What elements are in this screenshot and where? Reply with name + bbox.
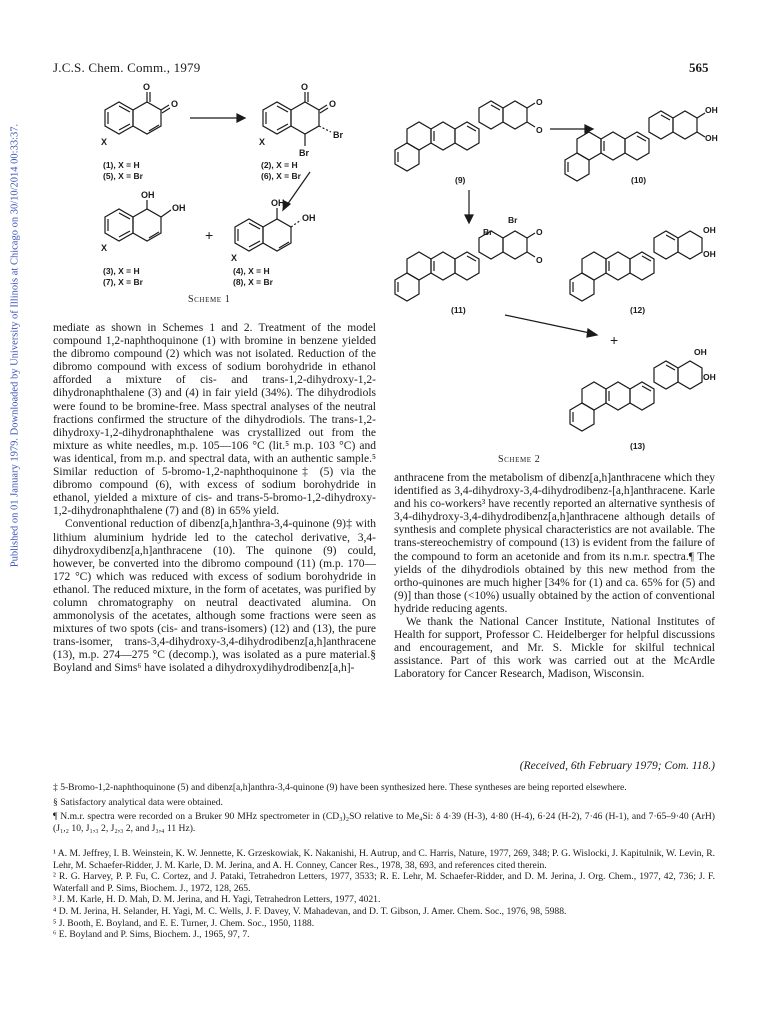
- substituent-x-label: X: [259, 137, 266, 147]
- left-text-column: [53, 322, 376, 676]
- trans-dihydrodiol-13-structure: [570, 361, 702, 431]
- hydroxyl-label: OH: [705, 105, 718, 115]
- oxygen-label: O: [171, 99, 179, 109]
- footnote: § Satisfactory analytical data were obtained.: [53, 796, 223, 808]
- dibromo-compound-2-structure: [263, 92, 331, 146]
- plus-sign: +: [610, 332, 619, 348]
- catechol-10-structure: [565, 111, 705, 181]
- reference: ⁵ J. Booth, E. Boyland, and E. E. Turner, J. Chem. Soc., 1950, 1188.: [53, 917, 315, 929]
- reference: ¹ A. M. Jeffrey, I. B. Weinstein, K. W. Jennette, K. Grzeskowiak, K. Nakanishi, H. Autrup, and C. Harris, Nature, 1977, 269, 348; P. G. Wislocki, J. Kapitulnik, W. Levin, R. Lehr, M. Schaefer-Ridder, J. M. Karle, D. M. Jerina, and A. H. Conney, Cancer Res., 1978, 38, 693, and references cited therein.: [53, 848, 715, 871]
- reference: ² R. G. Harvey, P. P. Fu, C. Cortez, and J. Pataki, Tetrahedron Letters, 1977, 3533; R. E. Lehr, M. Schaefer-Ridder, and D. M. Jerina, J. Org. Chem., 1977, 42, 736; J. F. Waterfall and P. Sims, Biochem. J., 1972, 128, 265.: [53, 871, 715, 894]
- hydroxyl-label: OH: [705, 133, 718, 143]
- naphthoquinone-1-structure: [105, 92, 170, 134]
- reaction-arrow-5: [505, 315, 590, 333]
- oxygen-label: O: [536, 227, 543, 237]
- compound-label: (5), X = Br: [103, 171, 143, 181]
- paragraph: We thank the National Cancer Institute, National Institutes of Health for support, Professor C. Heidelberger for helpful discussions and encouragement, and Mr. S. Mickle for skilful technical assistance. Part of this work was carried out at the McArdle Laboratory for Cancer Research, Madison, Wisconsin.: [394, 616, 715, 681]
- substituent-x-label: X: [231, 253, 238, 263]
- scheme-1-figure: [75, 80, 375, 305]
- oxygen-label: O: [536, 255, 543, 265]
- scheme-2-caption: Scheme 2: [498, 454, 541, 465]
- hydroxyl-label: OH: [703, 225, 716, 235]
- references: [53, 848, 715, 941]
- quinone-9-structure: [395, 101, 535, 171]
- footnote: ‡ 5-Bromo-1,2-naphthoquinone (5) and dibenz[a,h]anthra-3,4-quinone (9) have been synthesized here. These syntheses are being reported elsewhere.: [53, 782, 627, 793]
- hydroxyl-label: OH: [694, 347, 707, 357]
- compound-label: (10): [631, 175, 647, 185]
- received-date: (Received, 6th February 1979; Com. 118.): [519, 760, 715, 772]
- plus-sign: +: [205, 227, 214, 243]
- hydroxyl-label: OH: [703, 372, 716, 382]
- compound-label: (3), X = H: [103, 266, 140, 276]
- paragraph: anthracene from the metabolism of dibenz[a,h]anthracene which they identified as 3,4-dihydroxy-3,4-dihydrodibenz-[a,h]anthracene. Karle and his co-workers³ have recently reported an alternative synthesis of 3,4-dihydroxy-3,4-dihydrodibenz[a,h]anthracene although details of synthesis and complete physical characteristics are not available. The trans-stereochemistry of compound (13) is evident from the failure of the compound to form an acetonide and from its n.m.r. spectra.¶ The yields of the dihydrodiols obtained by this new method from the ortho-quinones are much higher [34% for (1) and ca. 65% for (5) and (9)] than those (<10%) usually obtained by the action of conventional hydride reducing agents.: [394, 472, 715, 615]
- bromine-label: Br: [333, 130, 344, 140]
- dibromo-11-structure: [395, 231, 535, 301]
- oxygen-label: O: [301, 82, 309, 92]
- journal-header: J.C.S. Chem. Comm., 1979: [53, 60, 201, 75]
- footnotes: [53, 782, 715, 834]
- compound-label: (1), X = H: [103, 160, 140, 170]
- substituent-x-label: X: [101, 137, 108, 147]
- bromine-label: Br: [508, 215, 518, 225]
- page-number: 565: [689, 60, 709, 75]
- oxygen-label: O: [143, 82, 151, 92]
- hydroxyl-label: OH: [141, 190, 155, 200]
- compound-label: (6), X = Br: [261, 171, 301, 181]
- hydroxyl-label: OH: [271, 198, 285, 208]
- hydroxyl-label: OH: [302, 213, 316, 223]
- reference: ⁶ E. Boyland and P. Sims, Biochem. J., 1965, 97, 7.: [53, 929, 250, 941]
- compound-label: (8), X = Br: [233, 277, 273, 287]
- compound-label: (12): [630, 305, 646, 315]
- bromine-label: Br: [483, 227, 493, 237]
- dihydrodiol-3-structure: [105, 200, 171, 241]
- compound-label: (9): [455, 175, 466, 185]
- compound-label: (2), X = H: [261, 160, 298, 170]
- footnote: ¶ N.m.r. spectra were recorded on a Bruker 90 MHz spectrometer in (CD₃)₂SO relative to Me₄Si: δ 4·39 (H-3), 4·80 (H-4), 6·24 (H-2), 7·46 (H-1), and 7·65–9·40 (ArH) (J₁,₂ 10, J₁,₃ 2, J₂,₃ 2, and J₃,₄ 11 Hz).: [53, 811, 715, 834]
- compound-label: (11): [451, 305, 466, 315]
- oxygen-label: O: [329, 99, 337, 109]
- compound-label: (7), X = Br: [103, 277, 143, 287]
- substituent-x-label: X: [101, 243, 108, 253]
- oxygen-label: O: [536, 97, 543, 107]
- right-text-column: [394, 472, 715, 682]
- paragraph: mediate as shown in Schemes 1 and 2. Treatment of the model compound 1,2-naphthoquinone (1) with bromine in benzene yielded the dibromo compound (2) which was not isolated. Reduction of the dibromo compound with excess of sodium borohydride in ethanol afforded a mixture of cis- and trans-1,2-dihydroxy-1,2-dihydronaphthalene (3) and (4) in fair yield (34%). The dihydrodiols were found to be bromine-free. Mass spectral analyses of the neutral fractions confirmed the structure of the dihydrodiols. The trans-1,2-dihydroxy-1,2-dihydronaphthalene was crystallized out from the mixture as white needles, m.p. 105—106 °C (lit.⁵ m.p. 103 °C) and was identical, from m.p. and spectral data, with an authentic sample.⁵ Similar reduction of 5-bromo-1,2-naphthoquinone‡ (5) via the dibromo compound (6), with excess of sodium borohydride in ethanol, yielded a mixture of cis- and trans-5-bromo-1,2-dihydroxy-1,2-dihydronaphthalene (7) and (8) in 65% yield.: [53, 322, 376, 518]
- reference: ⁴ D. M. Jerina, H. Selander, H. Yagi, M. C. Wells, J. F. Davey, V. Mahadevan, and D. T. Gibson, J. Amer. Chem. Soc., 1976, 98, 5988.: [53, 905, 567, 917]
- compound-label: (4), X = H: [233, 266, 270, 276]
- oxygen-label: O: [536, 125, 543, 135]
- dihydrodiol-12-structure: [570, 231, 702, 301]
- scheme-2-figure: [385, 75, 720, 470]
- compound-label: (13): [630, 441, 646, 451]
- download-notice-link[interactable]: Published on 01 January 1979. Downloaded by University of Illinois at Chicago on 30/10/2014 00:33:37.: [9, 123, 21, 568]
- bromine-label: Br: [299, 148, 310, 158]
- dihydrodiol-4-structure: [235, 208, 301, 251]
- reference: ³ J. M. Karle, H. D. Mah, D. M. Jerina, and H. Yagi, Tetrahedron Letters, 1977, 4021.: [53, 894, 381, 906]
- scheme-1-caption: Scheme 1: [188, 294, 231, 305]
- hydroxyl-label: OH: [703, 249, 716, 259]
- hydroxyl-label: OH: [172, 203, 186, 213]
- paragraph: Conventional reduction of dibenz[a,h]anthra-3,4-quinone (9)‡ with lithium aluminium hydride led to the catechol derivative, 3,4-dihydroxydibenz[a,h]anthracene (10). The quinone (9) could, however, be converted into the dibromo compound (11) (m.p. 170—172 °C) which was reduced with excess of sodium borohydride in ethanol. The reduced mixture, in the form of acetates, was purified by column chromatography on neutral deactivated alumina. On ammonolysis of the acetates, although some fractions were seen as mixtures of two spots (cis- and trans-isomers) (12) and (13), the pure trans-isomer, trans-3,4-dihydroxy-3,4-dihydrodibenz[a,h]anthracene (13), m.p. 274—275 °C (decomp.), was isolated as a pure material.§ Boyland and Sims⁶ have isolated a dihydroxydihydrodibenz[a,h]-: [53, 518, 376, 675]
